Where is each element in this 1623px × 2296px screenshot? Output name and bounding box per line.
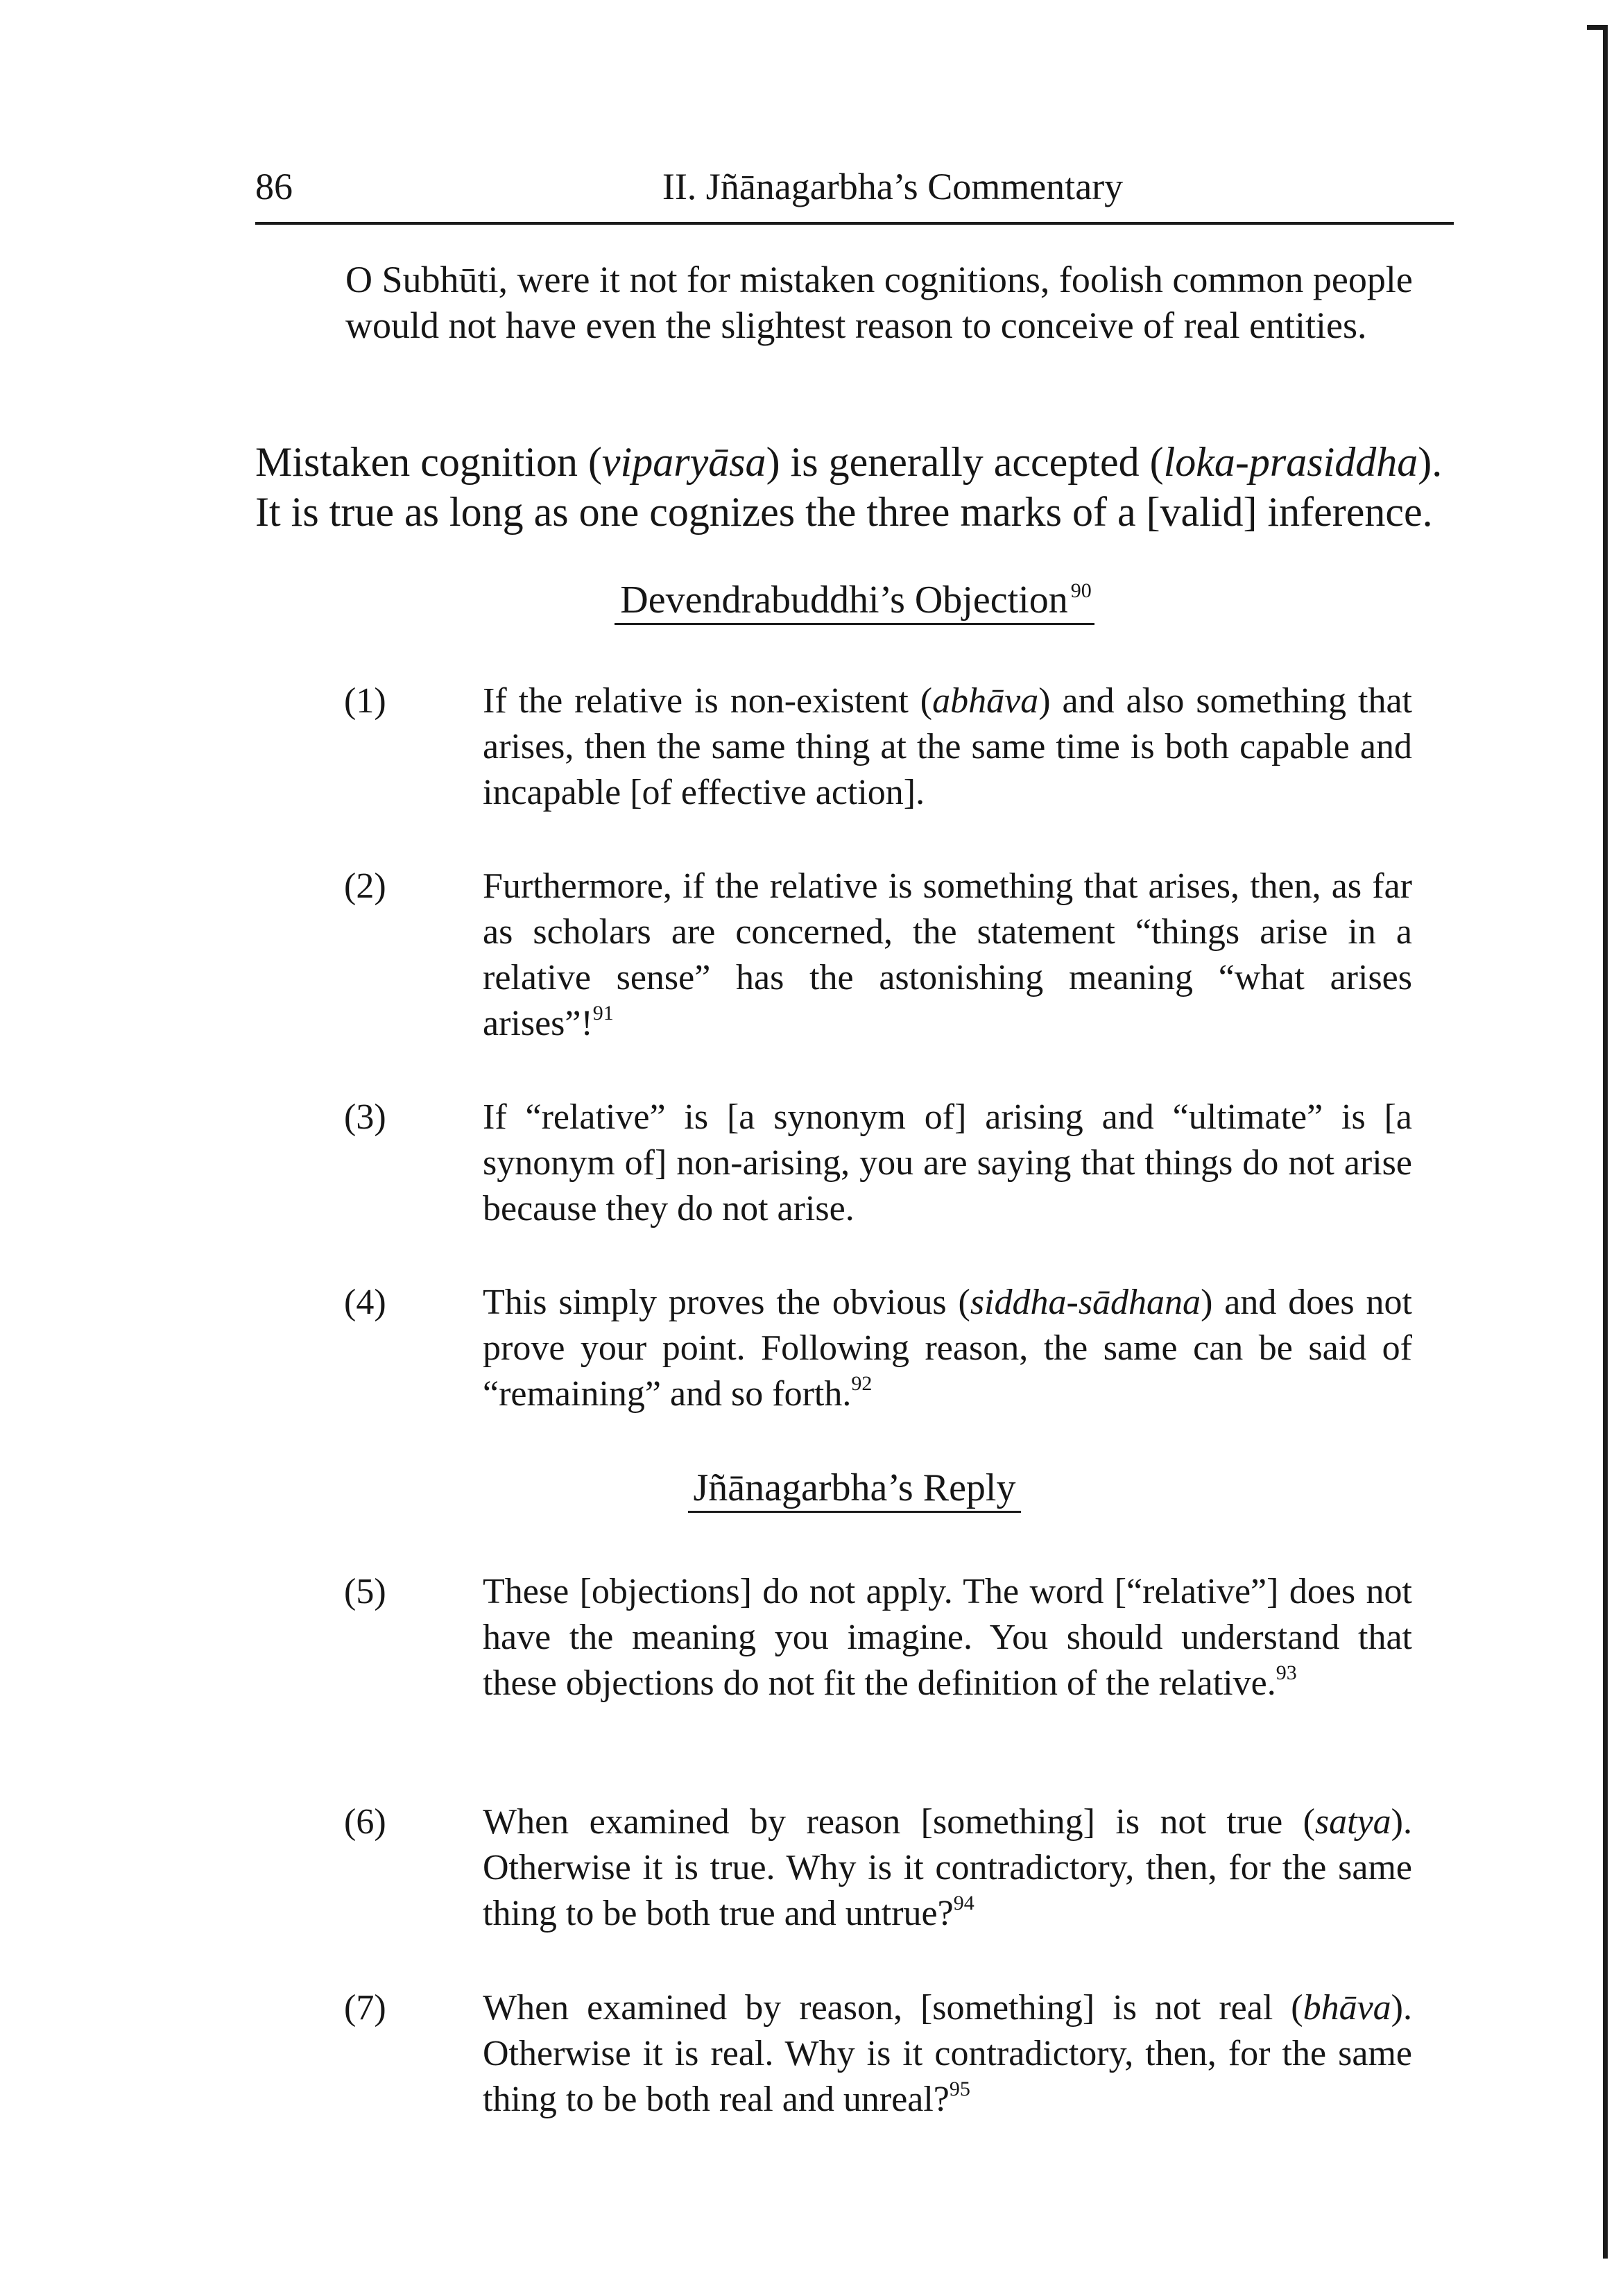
paragraph-text: Mistaken cognition ( bbox=[255, 439, 602, 485]
item-number: (3) bbox=[344, 1097, 386, 1137]
page-number: 86 bbox=[255, 166, 293, 207]
item-number: (1) bbox=[344, 681, 386, 721]
body-paragraph bbox=[255, 437, 1462, 537]
item-text: These [objections] do not apply. The word [“relative”] does not have the meaning you imagine. You should understand that these objections do not fit the definition of the relative.$^{93}$ bbox=[483, 1572, 1412, 1703]
paragraph-text: ). bbox=[1418, 439, 1443, 485]
item-text: When examined by reason [something] is not true (satya). Otherwise it is true. Why is it contradictory, then, for the same thing to be both true and untrue?$^{94}$ bbox=[483, 1802, 1412, 1933]
running-head bbox=[255, 165, 1454, 214]
running-head-title: II. Jñānagarbha’s Commentary bbox=[662, 166, 1124, 207]
item-text: Furthermore, if the relative is something that arises, then, as far as scholars are concerned, the statement “things arise in a relative sense” has the astonishing meaning “what arises arises”!$^{91}$ bbox=[483, 866, 1412, 1043]
term-viparyasa: viparyāsa bbox=[601, 439, 766, 485]
item-text: This simply proves the obvious (siddha-sādhana) and does not prove your point. Following reason, the same can be said of “remaining” and so forth.$^{92}$ bbox=[483, 1283, 1412, 1414]
item-number: (6) bbox=[344, 1802, 386, 1842]
footnote-ref: 94 bbox=[953, 1892, 974, 1914]
footnote-ref: 92 bbox=[851, 1372, 873, 1395]
section-heading-objection bbox=[255, 576, 1454, 624]
item-number: (4) bbox=[344, 1283, 386, 1322]
footnote-ref: 91 bbox=[592, 1002, 614, 1025]
term-bhava: bhāva bbox=[1303, 1988, 1391, 2028]
binding-edge-line bbox=[1603, 25, 1608, 2259]
item-text: If the relative is non-existent (abhāva) and also something that arises, then the same thing at the same time is both capable and incapable [of effective action]. bbox=[483, 681, 1412, 812]
footnote-ref: 95 bbox=[949, 2077, 970, 2100]
term-satya: satya bbox=[1314, 1802, 1391, 1842]
item-text: When examined by reason, [something] is not real (bhāva). Otherwise it is real. Why is it contradictory, then, for the same thing to be both real and unreal?$^{95}$ bbox=[483, 1988, 1412, 2119]
paragraph-text: It is true as long as one cognizes the three marks of a [valid] inference. bbox=[255, 489, 1433, 535]
paragraph-text: ) is generally accepted ( bbox=[766, 439, 1164, 485]
term-siddha-sadhana: siddha-sādhana bbox=[970, 1283, 1201, 1322]
footnote-ref: 90 bbox=[1070, 579, 1092, 602]
footnote-ref: 93 bbox=[1276, 1661, 1297, 1684]
term-abhava: abhāva bbox=[932, 681, 1039, 721]
item-number: (2) bbox=[344, 866, 386, 906]
heading-text: Jñānagarbha’s Reply bbox=[691, 1466, 1019, 1513]
term-loka-prasiddha: loka-prasiddha bbox=[1163, 439, 1418, 485]
item-number: (5) bbox=[344, 1572, 386, 1611]
item-text: If “relative” is [a synonym of] arising and “ultimate” is [a synonym of] non-arising, you are saying that things do not arise because they do not arise. bbox=[483, 1097, 1412, 1228]
section-heading-reply bbox=[255, 1464, 1454, 1512]
heading-text: Devendrabuddhi’s Objection bbox=[617, 579, 1070, 625]
header-rule bbox=[255, 222, 1454, 225]
block-quote: O Subhūti, were it not for mistaken cognitions, foolish common people would not have even the slightest reason to conceive of real entities. bbox=[345, 259, 1413, 346]
item-number: (7) bbox=[344, 1988, 386, 2028]
